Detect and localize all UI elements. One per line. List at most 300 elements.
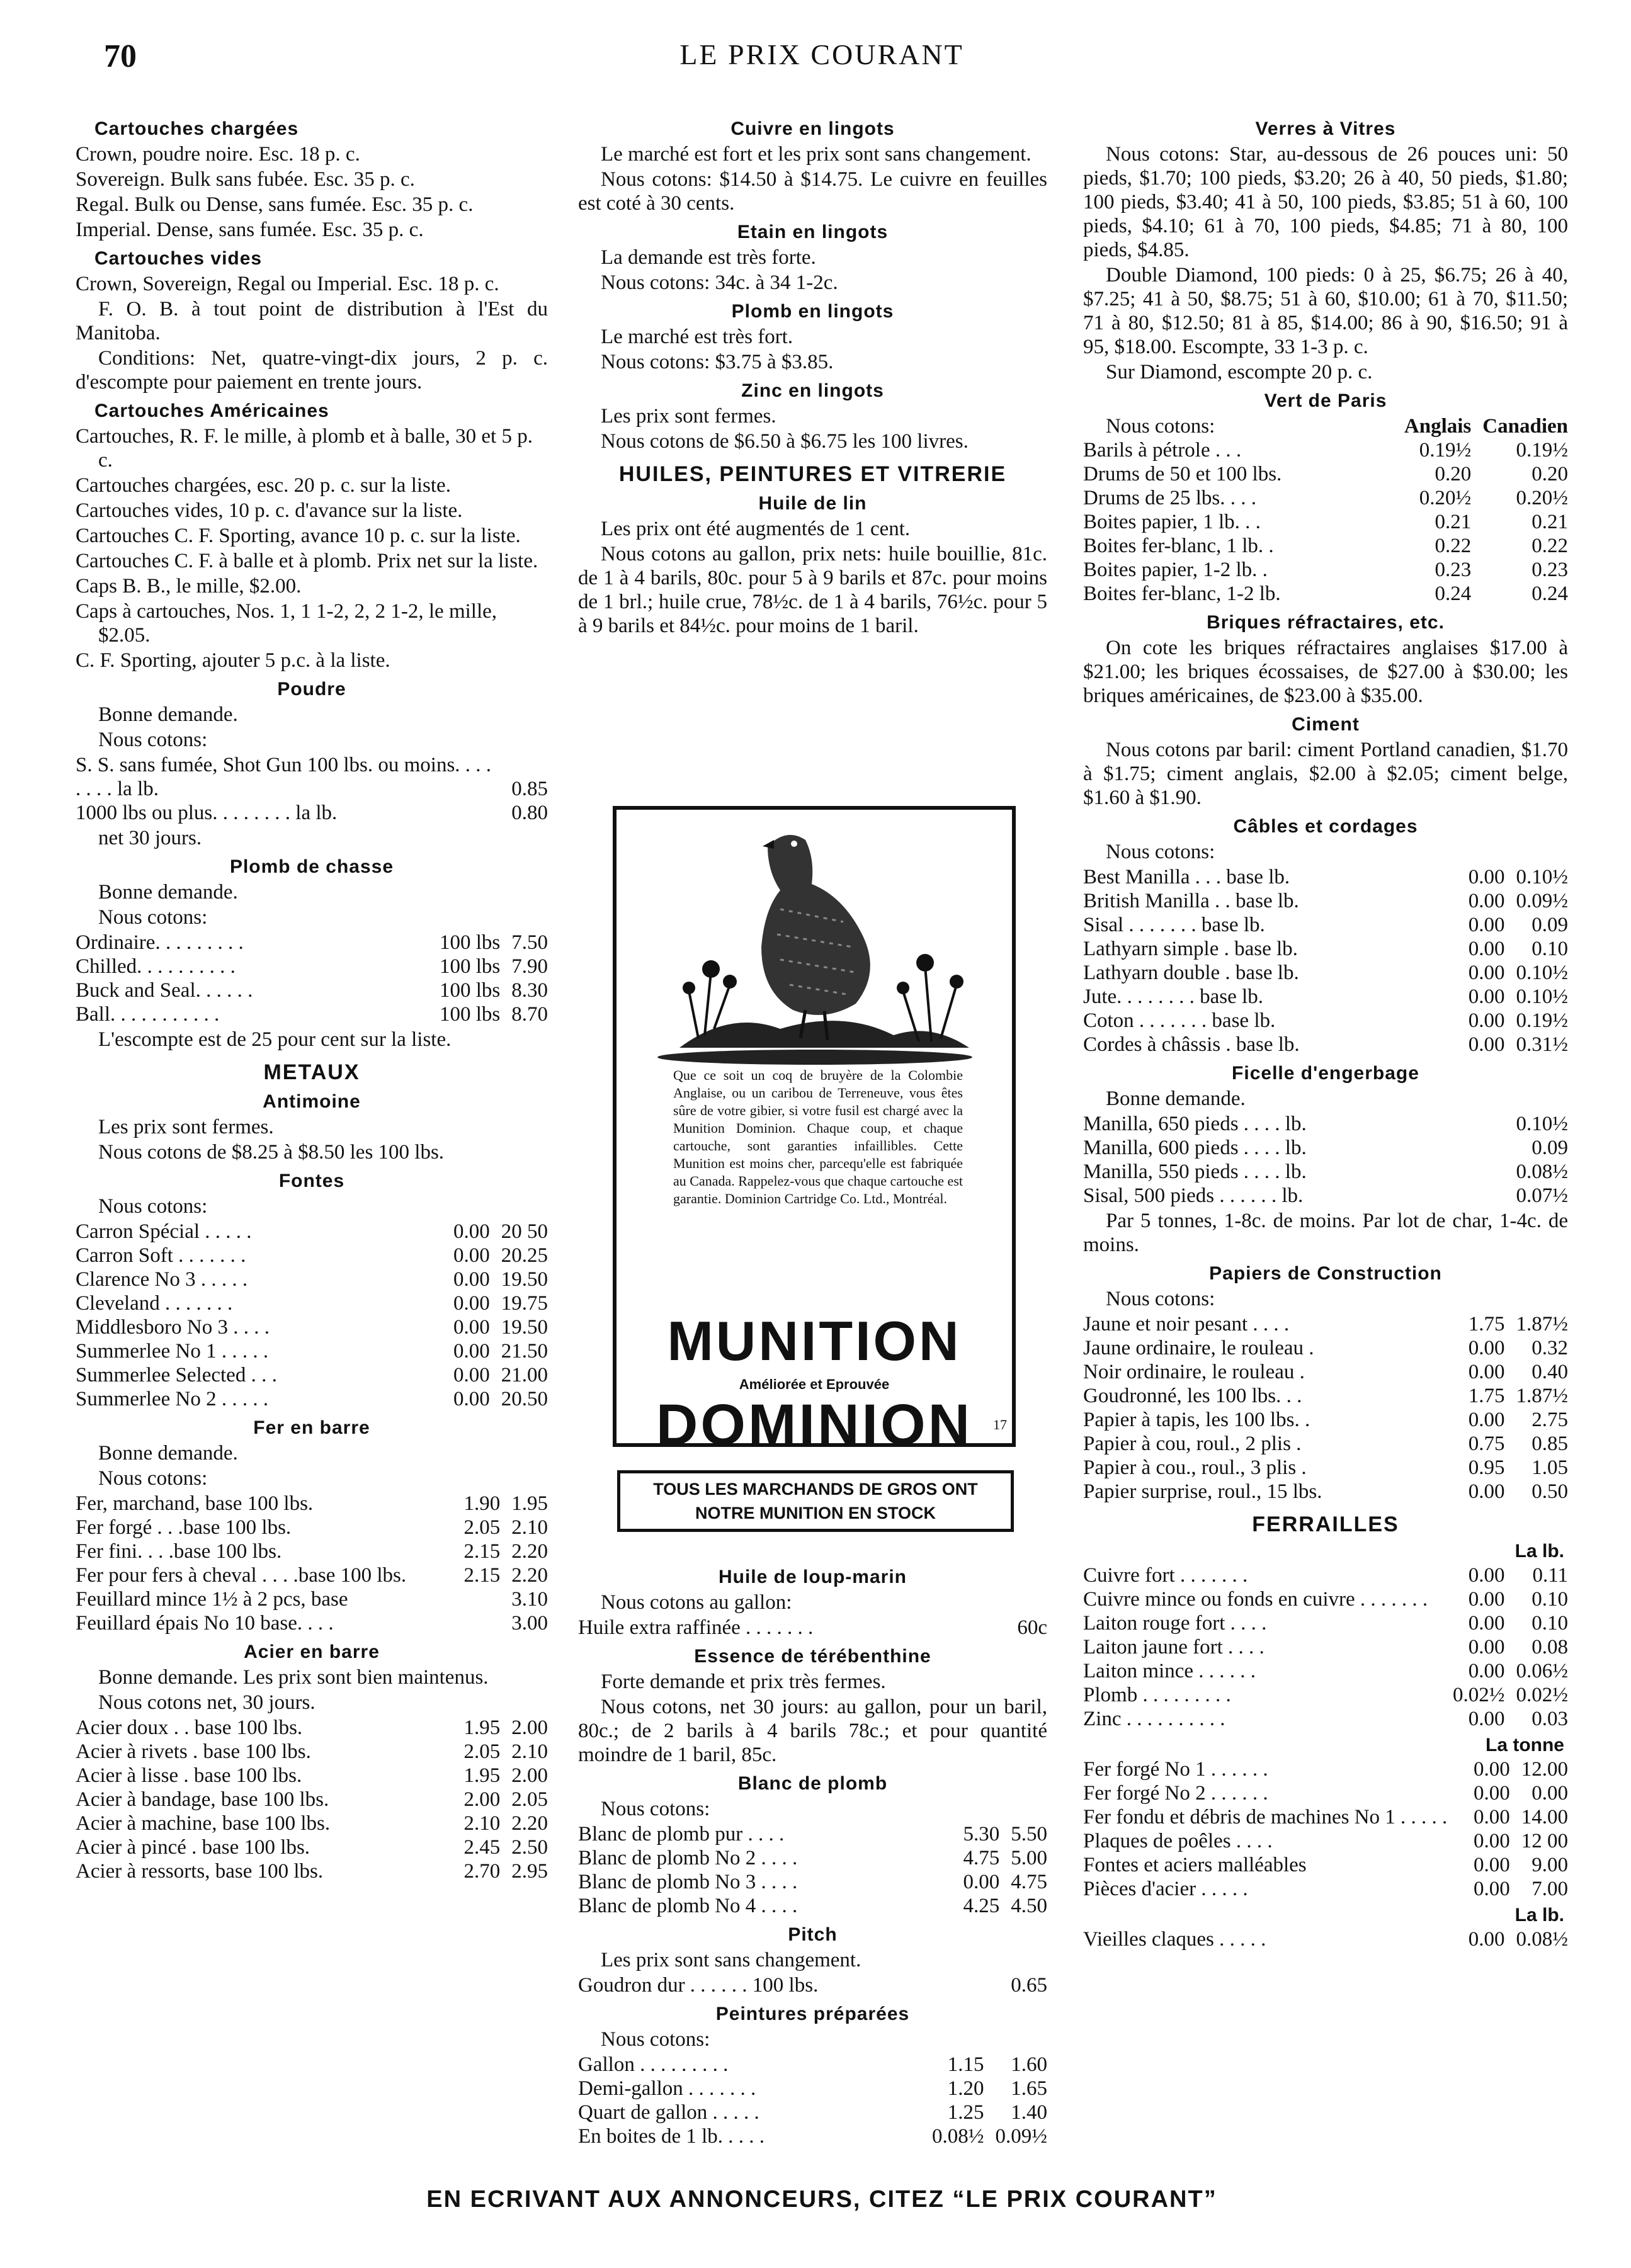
table-row bbox=[76, 1315, 548, 1339]
price-table bbox=[1083, 1312, 1568, 1504]
table-row bbox=[1083, 889, 1568, 913]
table-row bbox=[1083, 1707, 1568, 1731]
page-title: LE PRIX COURANT bbox=[679, 38, 964, 71]
price-high: 0.10½ bbox=[1516, 985, 1568, 1008]
table-row bbox=[1083, 1336, 1568, 1360]
price-low: 0.00 bbox=[1474, 1782, 1510, 1805]
price-low: 0.00 bbox=[1468, 1588, 1505, 1611]
price-table bbox=[578, 1616, 1047, 1640]
price-low: 0.00 bbox=[1474, 1806, 1510, 1829]
item-label: Boites fer-blanc, 1 lb. . bbox=[1083, 535, 1274, 557]
table-row bbox=[1083, 1587, 1568, 1611]
price-canadien: 0.21 bbox=[1532, 511, 1568, 533]
price-table bbox=[1083, 1927, 1568, 1951]
paragraph: Nous cotons: bbox=[1106, 1288, 1215, 1310]
table-row bbox=[1083, 510, 1568, 534]
price-low: 1.75 bbox=[1468, 1385, 1505, 1407]
section-title: Ficelle d'engerbage bbox=[1232, 1063, 1419, 1084]
column-header: Canadien bbox=[1482, 415, 1568, 438]
price-table bbox=[1083, 1563, 1568, 1731]
item-label: Manilla, 600 pieds . . . . lb. bbox=[1083, 1137, 1307, 1159]
price: 7.50 bbox=[511, 931, 548, 954]
paragraph: Nous cotons net, 30 jours. bbox=[98, 1691, 315, 1714]
unit: 100 lbs bbox=[439, 979, 501, 1002]
price-high: 0.06½ bbox=[1516, 1660, 1568, 1682]
item-label: Fer forgé . . .base 100 lbs. bbox=[76, 1516, 292, 1539]
paragraph: Nous cotons: bbox=[98, 729, 208, 751]
price: 0.10½ bbox=[1516, 1113, 1568, 1135]
table-row bbox=[578, 1616, 1047, 1640]
price-high: 21.50 bbox=[501, 1340, 548, 1363]
price: 0.09 bbox=[1532, 1137, 1568, 1159]
price-anglais: 0.20 bbox=[1435, 463, 1472, 485]
paragraph: Nous cotons au gallon: bbox=[601, 1591, 792, 1614]
section-title: Briques réfractaires, etc. bbox=[1207, 612, 1445, 633]
item-label: Fer pour fers à cheval . . . .base 100 lbs. bbox=[76, 1564, 407, 1587]
text-line: Cartouches C. F. à balle et à plomb. Prix net sur la liste. bbox=[76, 550, 538, 572]
table-row bbox=[76, 1492, 548, 1516]
price-high: 12 00 bbox=[1521, 1830, 1568, 1852]
price-low: 0.00 bbox=[1468, 961, 1505, 984]
item-label: Cordes à châssis . base lb. bbox=[1083, 1033, 1300, 1056]
price-low: 2.45 bbox=[463, 1836, 501, 1859]
paragraph: Les prix sont fermes. bbox=[98, 1116, 274, 1138]
section-title: Câbles et cordages bbox=[1233, 816, 1418, 837]
ad-number: 17 bbox=[993, 1417, 1007, 1432]
price-low: 1.90 bbox=[463, 1492, 501, 1515]
unit-heading: La lb. bbox=[1514, 1541, 1564, 1562]
paragraph: Conditions: Net, quatre-vingt-dix jours, 2 p. c. d'escompte pour paiement en trente jours. bbox=[76, 347, 548, 394]
paragraph: Le marché est fort et les prix sont sans changement. bbox=[601, 143, 1031, 166]
table-row bbox=[76, 1339, 548, 1363]
price-high: 5.50 bbox=[1011, 1823, 1047, 1846]
price-low: 0.00 bbox=[963, 1871, 1000, 1893]
table-row bbox=[1083, 1136, 1568, 1160]
table-row bbox=[1083, 438, 1568, 462]
price-low: 0.00 bbox=[1468, 890, 1505, 912]
price-high: 9.00 bbox=[1532, 1854, 1568, 1876]
paragraph: net 30 jours. bbox=[98, 827, 202, 849]
column-middle bbox=[578, 112, 1047, 639]
item-label: Manilla, 550 pieds . . . . lb. bbox=[1083, 1160, 1307, 1183]
price-low: 4.75 bbox=[963, 1847, 1000, 1869]
price-high: 0.03 bbox=[1532, 1708, 1568, 1730]
item-label: Papier à cou, roul., 2 plis . bbox=[1083, 1432, 1302, 1455]
item-label: Blanc de plomb No 3 . . . . bbox=[578, 1871, 798, 1893]
item-label: Feuillard mince 1½ à 2 pcs, base bbox=[76, 1588, 348, 1611]
item-label: Acier à lisse . base 100 lbs. bbox=[76, 1764, 302, 1787]
section-title: Cartouches Américaines bbox=[94, 400, 329, 421]
price-high: 20 50 bbox=[501, 1220, 548, 1243]
price-high: 19.50 bbox=[501, 1268, 548, 1291]
item-label: S. S. sans fumée, Shot Gun 100 lbs. ou moins. . . . . . . . la lb. bbox=[76, 754, 492, 800]
price-low: 0.00 bbox=[453, 1340, 490, 1363]
item-label: Jute. . . . . . . . base lb. bbox=[1083, 985, 1263, 1008]
text-line: Imperial. Dense, sans fumée. Esc. 35 p. c. bbox=[76, 218, 424, 241]
ad-munition: MUNITION bbox=[667, 1310, 962, 1372]
price-low: 0.00 bbox=[453, 1316, 490, 1339]
price-high: 0.02½ bbox=[1516, 1684, 1568, 1706]
column-header: Anglais bbox=[1404, 415, 1472, 438]
paragraph: Nous cotons: $14.50 à $14.75. Le cuivre en feuilles est coté à 30 cents. bbox=[578, 168, 1047, 215]
price-table bbox=[76, 1716, 548, 1883]
item-label: Ordinaire. . . . . . . . . bbox=[76, 931, 244, 954]
paragraph: On cote les briques réfractaires anglaises $17.00 à $21.00; les briques écossaises, de $27.00 à $30.00; les briques américaines, de $23.00 à $35.00. bbox=[1083, 637, 1568, 707]
column-header: Nous cotons: bbox=[1106, 415, 1215, 438]
table-row bbox=[1083, 1611, 1568, 1635]
item-label: Sisal, 500 pieds . . . . . . lb. bbox=[1083, 1184, 1304, 1207]
section-title: METAUX bbox=[263, 1060, 360, 1084]
price-low: 0.00 bbox=[453, 1244, 490, 1267]
price-high: 1.40 bbox=[1011, 2101, 1047, 2124]
item-label: Fer forgé No 1 . . . . . . bbox=[1083, 1758, 1268, 1781]
price-anglais: 0.23 bbox=[1435, 558, 1472, 581]
table-row bbox=[578, 1846, 1047, 1870]
table-row bbox=[76, 801, 548, 825]
section-title: Peintures préparées bbox=[715, 2004, 910, 2024]
price-high: 2.75 bbox=[1532, 1409, 1568, 1431]
table-row bbox=[1083, 1853, 1568, 1877]
price: 0.08½ bbox=[1516, 1160, 1568, 1183]
text-line: Cartouches C. F. Sporting, avance 10 p. c. sur la liste. bbox=[76, 524, 521, 547]
price-high: 1.87½ bbox=[1516, 1385, 1568, 1407]
price-high: 0.40 bbox=[1532, 1361, 1568, 1383]
section-title: Antimoine bbox=[263, 1091, 361, 1112]
table-row bbox=[76, 753, 548, 801]
paragraph: Bonne demande. bbox=[98, 881, 238, 904]
item-label: En boites de 1 lb. . . . . bbox=[578, 2125, 765, 2148]
item-label: Goudronné, les 100 lbs. . . bbox=[1083, 1385, 1302, 1407]
paragraph: Nous cotons: bbox=[1106, 841, 1215, 863]
item-label: Acier à bandage, base 100 lbs. bbox=[76, 1788, 329, 1811]
price-high: 0.19½ bbox=[1516, 1009, 1568, 1032]
price-high: 0.09 bbox=[1532, 914, 1568, 936]
text-line: Regal. Bulk ou Dense, sans fumée. Esc. 35 p. c. bbox=[76, 193, 474, 216]
table-row bbox=[76, 1764, 548, 1788]
table-row bbox=[76, 1387, 548, 1411]
price-low: 0.08½ bbox=[932, 2125, 984, 2148]
section-title: Poudre bbox=[277, 679, 346, 700]
price-anglais: 0.20½ bbox=[1419, 487, 1472, 509]
price-low: 1.95 bbox=[463, 1716, 501, 1739]
price-low: 0.00 bbox=[1468, 1409, 1505, 1431]
price-high: 21.00 bbox=[501, 1364, 548, 1386]
item-label: Lathyarn double . base lb. bbox=[1083, 961, 1299, 984]
paragraph: Double Diamond, 100 pieds: 0 à 25, $6.75; 26 à 40, $7.25; 41 à 50, $8.75; 51 à 60, $10.00; 61 à 70, $11.50; 71 à 80, $12.50; 81 à 85, $14.00; 86 à 90, $16.50; 91 à 95, $18.00. Escompte, 33 1-3 p. c. bbox=[1083, 264, 1568, 358]
table-row bbox=[1083, 961, 1568, 985]
item-label: Middlesboro No 3 . . . . bbox=[76, 1316, 270, 1339]
table-row bbox=[1083, 1757, 1568, 1781]
price: 8.70 bbox=[511, 1003, 548, 1026]
price-low: 0.00 bbox=[1474, 1758, 1510, 1781]
paragraph: Nous cotons, net 30 jours: au gallon, pour un baril, 80c.; de 2 barils à 4 barils 78c.; et pour quantité moindre de 1 baril, 85c. bbox=[578, 1696, 1047, 1766]
item-label: Blanc de plomb pur . . . . bbox=[578, 1823, 785, 1846]
price-high: 4.75 bbox=[1011, 1871, 1047, 1893]
unit-heading: La tonne bbox=[1486, 1735, 1564, 1755]
table-row bbox=[76, 1267, 548, 1291]
item-label: Laiton rouge fort . . . . bbox=[1083, 1612, 1267, 1635]
price-canadien: 0.24 bbox=[1532, 582, 1568, 605]
price-canadien: 0.19½ bbox=[1516, 439, 1568, 462]
text-line: Sovereign. Bulk sans fubée. Esc. 35 p. c. bbox=[76, 168, 415, 191]
table-row bbox=[578, 2124, 1047, 2148]
item-label: 1000 lbs ou plus. . . . . . . . la lb. bbox=[76, 802, 338, 824]
price-high: 0.10 bbox=[1532, 1612, 1568, 1635]
price-high: 3.10 bbox=[511, 1588, 548, 1611]
item-label: Zinc . . . . . . . . . . bbox=[1083, 1708, 1225, 1730]
price-low: 2.70 bbox=[463, 1860, 501, 1883]
price-low: 4.25 bbox=[963, 1895, 1000, 1917]
price-low: 0.00 bbox=[453, 1292, 490, 1315]
item-label: Blanc de plomb No 4 . . . . bbox=[578, 1895, 798, 1917]
item-label: Cuivre fort . . . . . . . bbox=[1083, 1564, 1248, 1587]
price-low: 1.95 bbox=[463, 1764, 501, 1787]
text-line: Cartouches vides, 10 p. c. d'avance sur la liste. bbox=[76, 499, 463, 522]
unit: 100 lbs bbox=[439, 1003, 501, 1026]
item-label: Coton . . . . . . . base lb. bbox=[1083, 1009, 1276, 1032]
section-title: Acier en barre bbox=[244, 1641, 380, 1662]
price-low: 2.00 bbox=[463, 1788, 501, 1811]
table-row bbox=[1083, 1384, 1568, 1408]
price-anglais: 0.22 bbox=[1435, 535, 1472, 557]
price-table bbox=[1083, 865, 1568, 1057]
paragraph: Bonne demande. bbox=[98, 1442, 238, 1465]
price-anglais: 0.24 bbox=[1435, 582, 1472, 605]
table-row bbox=[1083, 1480, 1568, 1504]
paragraph: Nous cotons: 34c. à 34 1-2c. bbox=[601, 271, 838, 294]
price-low: 0.75 bbox=[1468, 1432, 1505, 1455]
table-row bbox=[578, 1822, 1047, 1846]
price-low: 0.00 bbox=[453, 1220, 490, 1243]
advertisement bbox=[613, 806, 1016, 1457]
table-row bbox=[1083, 1927, 1568, 1951]
table-row bbox=[1083, 558, 1568, 582]
price-high: 14.00 bbox=[1521, 1806, 1568, 1829]
item-label: Boites papier, 1 lb. . . bbox=[1083, 511, 1261, 533]
paragraph: Forte demande et prix très fermes. bbox=[601, 1670, 886, 1693]
table-row bbox=[1083, 1781, 1568, 1805]
price: 0.65 bbox=[1011, 1974, 1047, 1997]
section-title: Verres à Vitres bbox=[1255, 118, 1396, 139]
item-label: Pièces d'acier . . . . . bbox=[1083, 1878, 1248, 1900]
price-low: 2.15 bbox=[463, 1540, 501, 1563]
item-label: Drums de 50 et 100 lbs. bbox=[1083, 463, 1282, 485]
price-table bbox=[76, 1220, 548, 1411]
paragraph: La demande est très forte. bbox=[601, 246, 816, 269]
price-low: 2.10 bbox=[463, 1812, 501, 1835]
item-label: Boites fer-blanc, 1-2 lb. bbox=[1083, 582, 1281, 605]
price-high: 19.50 bbox=[501, 1316, 548, 1339]
table-row bbox=[76, 955, 548, 978]
item-label: Ball. . . . . . . . . . . bbox=[76, 1003, 220, 1026]
item-label: Plomb . . . . . . . . . bbox=[1083, 1684, 1231, 1706]
paragraph: Nous cotons par baril: ciment Portland canadien, $1.70 à $1.75; ciment anglais, $2.00 à $2.05; ciment belge, $1.60 à $1.90. bbox=[1083, 739, 1568, 809]
price: 7.90 bbox=[511, 955, 548, 978]
table-row bbox=[1083, 1877, 1568, 1901]
table-row bbox=[1083, 1805, 1568, 1829]
item-label: Clarence No 3 . . . . . bbox=[76, 1268, 248, 1291]
price-table bbox=[76, 931, 548, 1026]
table-row bbox=[1083, 1360, 1568, 1384]
item-label: Goudron dur . . . . . . 100 lbs. bbox=[578, 1974, 819, 1997]
item-label: Acier doux . . base 100 lbs. bbox=[76, 1716, 303, 1739]
price-high: 0.10½ bbox=[1516, 961, 1568, 984]
price-low: 0.00 bbox=[1474, 1878, 1510, 1900]
paragraph: Le marché est très fort. bbox=[601, 326, 793, 348]
price-low: 0.00 bbox=[1468, 866, 1505, 888]
table-row bbox=[1083, 1408, 1568, 1432]
price-low: 0.00 bbox=[1468, 1636, 1505, 1658]
text-line: Crown, poudre noire. Esc. 18 p. c. bbox=[76, 143, 360, 166]
price-high: 2.00 bbox=[511, 1716, 548, 1739]
item-label: Papier surprise, roul., 15 lbs. bbox=[1083, 1480, 1322, 1503]
unit: 100 lbs bbox=[439, 955, 501, 978]
table-row bbox=[1083, 1456, 1568, 1480]
table-row bbox=[76, 1859, 548, 1883]
table-row bbox=[578, 2053, 1047, 2077]
section-title: Essence de térébenthine bbox=[694, 1646, 931, 1667]
item-label: Quart de gallon . . . . . bbox=[578, 2101, 759, 2124]
page-footer: EN ECRIVANT AUX ANNONCEURS, CITEZ “LE PRIX COURANT” bbox=[426, 2186, 1217, 2213]
price-low: 0.00 bbox=[1468, 1033, 1505, 1056]
price-low: 0.00 bbox=[1468, 914, 1505, 936]
price-high: 2.95 bbox=[511, 1860, 548, 1883]
section-title: Cartouches vides bbox=[94, 248, 263, 269]
item-label: Boites papier, 1-2 lb. . bbox=[1083, 558, 1268, 581]
item-label: Cuivre mince ou fonds en cuivre . . . . . . . bbox=[1083, 1588, 1428, 1611]
table-row bbox=[76, 1788, 548, 1812]
price-low: 1.15 bbox=[947, 2053, 984, 2076]
text-line: C. F. Sporting, ajouter 5 p.c. à la liste. bbox=[76, 649, 390, 672]
price-table bbox=[1083, 414, 1568, 606]
price-low: 0.00 bbox=[1468, 1612, 1505, 1635]
grouse-illustration-icon bbox=[654, 821, 975, 1067]
text-line: Crown, Sovereign, Regal ou Imperial. Esc. 18 p. c. bbox=[76, 273, 499, 295]
item-label: Buck and Seal. . . . . . bbox=[76, 979, 253, 1002]
price-table bbox=[76, 753, 548, 825]
table-row bbox=[1083, 865, 1568, 889]
price-low: 0.00 bbox=[1468, 1480, 1505, 1503]
table-row bbox=[76, 1244, 548, 1267]
paragraph: Les prix sont sans changement. bbox=[601, 1949, 861, 1971]
section-title: HUILES, PEINTURES ET VITRERIE bbox=[618, 462, 1007, 486]
price-high: 0.09½ bbox=[1516, 890, 1568, 912]
item-label: Acier à pincé . base 100 lbs. bbox=[76, 1836, 310, 1859]
price-canadien: 0.23 bbox=[1532, 558, 1568, 581]
price-high: 0.08 bbox=[1532, 1636, 1568, 1658]
price-table bbox=[76, 1492, 548, 1635]
item-label: Summerlee Selected . . . bbox=[76, 1364, 277, 1386]
page-number: 70 bbox=[104, 38, 137, 74]
unit: 100 lbs bbox=[439, 931, 501, 954]
price-high: 2.00 bbox=[511, 1764, 548, 1787]
item-label: Jaune et noir pesant . . . . bbox=[1083, 1313, 1290, 1335]
item-label: Drums de 25 lbs. . . . bbox=[1083, 487, 1256, 509]
item-label: Huile extra raffinée . . . . . . . bbox=[578, 1616, 814, 1639]
price-low: 0.00 bbox=[1468, 1009, 1505, 1032]
table-row bbox=[1083, 937, 1568, 961]
item-label: Laiton jaune fort . . . . bbox=[1083, 1636, 1264, 1658]
price-low: 5.30 bbox=[963, 1823, 1000, 1846]
item-label: Acier à ressorts, base 100 lbs. bbox=[76, 1860, 324, 1883]
price-high: 0.31½ bbox=[1516, 1033, 1568, 1056]
price: 0.07½ bbox=[1516, 1184, 1568, 1207]
item-label: Manilla, 650 pieds . . . . lb. bbox=[1083, 1113, 1307, 1135]
paragraph: Bonne demande. bbox=[1106, 1087, 1246, 1110]
ad-dominion: DOMINION bbox=[656, 1393, 973, 1457]
price-low: 2.05 bbox=[463, 1516, 501, 1539]
item-label: Fer forgé No 2 . . . . . . bbox=[1083, 1782, 1268, 1805]
paragraph: Nous cotons: bbox=[98, 1467, 208, 1490]
table-header-row bbox=[1083, 414, 1568, 438]
price-high: 2.10 bbox=[511, 1516, 548, 1539]
paragraph: Nous cotons: bbox=[601, 1798, 710, 1820]
table-row bbox=[76, 931, 548, 955]
item-label: Carron Spécial . . . . . bbox=[76, 1220, 252, 1243]
table-row bbox=[578, 1870, 1047, 1894]
price-low: 0.00 bbox=[1468, 1564, 1505, 1587]
column-right bbox=[1083, 112, 1568, 1951]
table-row bbox=[1083, 1312, 1568, 1336]
price-low: 0.00 bbox=[1474, 1830, 1510, 1852]
table-row bbox=[1083, 1563, 1568, 1587]
price-low: 0.00 bbox=[453, 1364, 490, 1386]
paragraph: Nous cotons: $3.75 à $3.85. bbox=[601, 351, 834, 373]
table-row bbox=[1083, 1659, 1568, 1683]
price: 0.85 bbox=[511, 778, 548, 800]
item-label: Papier à tapis, les 100 lbs. . bbox=[1083, 1409, 1310, 1431]
paragraph: Par 5 tonnes, 1-8c. de moins. Par lot de char, 1-4c. de moins. bbox=[1083, 1210, 1568, 1256]
text-line: Cartouches chargées, esc. 20 p. c. sur la liste. bbox=[76, 474, 451, 497]
table-row bbox=[1083, 486, 1568, 510]
paragraph: Bonne demande. Les prix sont bien maintenus. bbox=[98, 1666, 489, 1689]
table-row bbox=[76, 1812, 548, 1835]
item-label: Fer fini. . . .base 100 lbs. bbox=[76, 1540, 282, 1563]
ad-subtitle: Améliorée et Eprouvée bbox=[739, 1376, 890, 1392]
price-high: 2.10 bbox=[511, 1740, 548, 1763]
price-low: 0.00 bbox=[1468, 1337, 1505, 1359]
price: 0.80 bbox=[511, 802, 548, 824]
price-low: 0.00 bbox=[1468, 985, 1505, 1008]
price-high: 1.60 bbox=[1011, 2053, 1047, 2076]
item-label: Cleveland . . . . . . . bbox=[76, 1292, 233, 1315]
price-low: 1.75 bbox=[1468, 1313, 1505, 1335]
item-label: Fer fondu et débris de machines No 1 . . . . . bbox=[1083, 1806, 1448, 1829]
table-row bbox=[76, 1716, 548, 1740]
table-row bbox=[1083, 913, 1568, 937]
column-left bbox=[76, 112, 548, 1883]
price-high: 2.50 bbox=[511, 1836, 548, 1859]
price-high: 1.05 bbox=[1532, 1456, 1568, 1479]
table-row bbox=[76, 1291, 548, 1315]
table-row bbox=[76, 1539, 548, 1563]
paragraph: L'escompte est de 25 pour cent sur la liste. bbox=[98, 1028, 452, 1051]
item-label: Demi-gallon . . . . . . . bbox=[578, 2077, 756, 2100]
table-row bbox=[1083, 534, 1568, 558]
table-row bbox=[1083, 1112, 1568, 1136]
price-low: 2.05 bbox=[463, 1740, 501, 1763]
section-title: Cartouches chargées bbox=[94, 118, 299, 139]
table-row bbox=[76, 978, 548, 1002]
section-title: Fontes bbox=[278, 1171, 345, 1191]
price-low: 2.15 bbox=[463, 1564, 501, 1587]
item-label: British Manilla . . base lb. bbox=[1083, 890, 1299, 912]
item-label: Blanc de plomb No 2 . . . . bbox=[578, 1847, 798, 1869]
table-row bbox=[1083, 1160, 1568, 1184]
section-title: Cuivre en lingots bbox=[730, 118, 895, 139]
price-low: 0.00 bbox=[1468, 1361, 1505, 1383]
item-label: Summerlee No 2 . . . . . bbox=[76, 1388, 269, 1410]
